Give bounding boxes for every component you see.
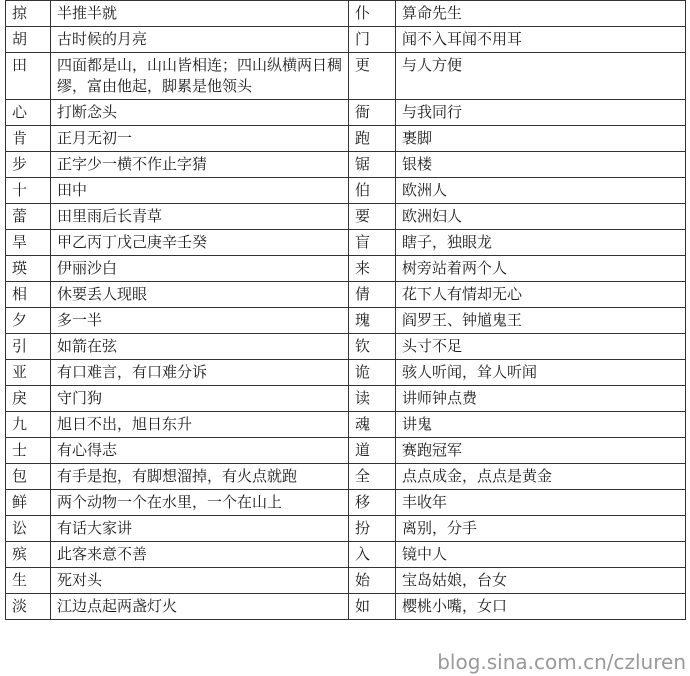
answer-char-right: 魂 <box>349 412 396 438</box>
answer-char-left: 士 <box>6 438 51 464</box>
answer-char-left: 戾 <box>6 386 51 412</box>
riddle-clue-right: 算命先生 <box>396 1 686 27</box>
answer-char-left: 步 <box>6 152 51 178</box>
table-row <box>6 542 686 568</box>
riddle-clue-left: 守门狗 <box>51 386 349 412</box>
riddle-clue-left: 甲乙丙丁戊己庚辛壬癸 <box>51 230 349 256</box>
riddle-clue-right: 赛跑冠军 <box>396 438 686 464</box>
riddle-clue-left: 旭日不出，旭日东升 <box>51 412 349 438</box>
riddle-clue-left: 正月无初一 <box>51 126 349 152</box>
riddle-clue-right: 阎罗王、钟馗鬼王 <box>396 308 686 334</box>
answer-char-left: 蕾 <box>6 204 51 230</box>
answer-char-right: 瑰 <box>349 308 396 334</box>
answer-char-left: 旱 <box>6 230 51 256</box>
answer-char-left: 包 <box>6 464 51 490</box>
riddle-clue-left: 半推半就 <box>51 1 349 27</box>
riddle-table-body <box>6 1 686 620</box>
table-row <box>6 53 686 100</box>
riddle-clue-right: 花下人有情却无心 <box>396 282 686 308</box>
answer-char-left: 田 <box>6 53 51 100</box>
riddle-clue-right: 头寸不足 <box>396 334 686 360</box>
answer-char-right: 如 <box>349 594 396 620</box>
riddle-clue-left: 死对头 <box>51 568 349 594</box>
table-row <box>6 568 686 594</box>
table-row <box>6 152 686 178</box>
riddle-clue-left: 有话大家讲 <box>51 516 349 542</box>
riddle-clue-right: 欧洲人 <box>396 178 686 204</box>
answer-char-right: 更 <box>349 53 396 100</box>
riddle-clue-left: 此客来意不善 <box>51 542 349 568</box>
riddle-clue-left: 多一半 <box>51 308 349 334</box>
answer-char-right: 要 <box>349 204 396 230</box>
riddle-clue-right: 讲师钟点费 <box>396 386 686 412</box>
answer-char-left: 心 <box>6 100 51 126</box>
answer-char-left: 讼 <box>6 516 51 542</box>
table-row <box>6 126 686 152</box>
table-row <box>6 438 686 464</box>
answer-char-left: 淡 <box>6 594 51 620</box>
table-row <box>6 204 686 230</box>
answer-char-right: 锯 <box>349 152 396 178</box>
riddle-clue-left: 古时候的月亮 <box>51 27 349 53</box>
answer-char-right: 仆 <box>349 1 396 27</box>
table-row <box>6 490 686 516</box>
table-row <box>6 516 686 542</box>
riddle-clue-left: 正字少一横不作止字猜 <box>51 152 349 178</box>
riddle-clue-right: 银楼 <box>396 152 686 178</box>
answer-char-left: 鲜 <box>6 490 51 516</box>
riddle-clue-right: 离别，分手 <box>396 516 686 542</box>
answer-char-left: 肯 <box>6 126 51 152</box>
answer-char-right: 衙 <box>349 100 396 126</box>
table-row <box>6 178 686 204</box>
riddle-clue-right: 丰收年 <box>396 490 686 516</box>
answer-char-left: 亚 <box>6 360 51 386</box>
riddle-clue-left: 田里雨后长青草 <box>51 204 349 230</box>
riddle-clue-left: 四面都是山，山山皆相连；四山纵横两日稠缪，富由他起，脚累是他领头 <box>51 53 349 100</box>
answer-char-right: 盲 <box>349 230 396 256</box>
table-row <box>6 230 686 256</box>
table-row <box>6 334 686 360</box>
table-row <box>6 386 686 412</box>
riddle-clue-right: 讲鬼 <box>396 412 686 438</box>
answer-char-left: 瑛 <box>6 256 51 282</box>
riddle-clue-left: 两个动物一个在水里，一个在山上 <box>51 490 349 516</box>
table-row <box>6 360 686 386</box>
riddle-clue-right: 裹脚 <box>396 126 686 152</box>
answer-char-right: 倩 <box>349 282 396 308</box>
answer-char-right: 全 <box>349 464 396 490</box>
riddle-clue-left: 江边点起两盏灯火 <box>51 594 349 620</box>
riddle-clue-right: 宝岛姑娘，台女 <box>396 568 686 594</box>
table-row <box>6 308 686 334</box>
answer-char-right: 诡 <box>349 360 396 386</box>
answer-char-right: 始 <box>349 568 396 594</box>
riddle-clue-left: 如箭在弦 <box>51 334 349 360</box>
answer-char-right: 道 <box>349 438 396 464</box>
answer-char-right: 伯 <box>349 178 396 204</box>
riddle-clue-right: 樱桃小嘴，女口 <box>396 594 686 620</box>
riddle-clue-left: 有心得志 <box>51 438 349 464</box>
riddle-clue-left: 田中 <box>51 178 349 204</box>
answer-char-right: 读 <box>349 386 396 412</box>
table-row <box>6 256 686 282</box>
answer-char-left: 掠 <box>6 1 51 27</box>
answer-char-right: 移 <box>349 490 396 516</box>
riddle-clue-left: 伊丽沙白 <box>51 256 349 282</box>
riddle-table <box>5 0 686 620</box>
watermark-text: blog.sina.com.cn/czluren <box>437 650 686 674</box>
answer-char-right: 门 <box>349 27 396 53</box>
answer-char-left: 引 <box>6 334 51 360</box>
answer-char-right: 跑 <box>349 126 396 152</box>
riddle-clue-right: 骇人听闻，耸人听闻 <box>396 360 686 386</box>
riddle-clue-right: 与人方便 <box>396 53 686 100</box>
riddle-clue-left: 休要丢人现眼 <box>51 282 349 308</box>
table-row <box>6 1 686 27</box>
answer-char-right: 来 <box>349 256 396 282</box>
table-row <box>6 282 686 308</box>
table-row <box>6 594 686 620</box>
table-row <box>6 27 686 53</box>
table-row <box>6 100 686 126</box>
answer-char-right: 扮 <box>349 516 396 542</box>
riddle-clue-left: 打断念头 <box>51 100 349 126</box>
answer-char-left: 相 <box>6 282 51 308</box>
riddle-clue-right: 瞎子，独眼龙 <box>396 230 686 256</box>
riddle-clue-right: 与我同行 <box>396 100 686 126</box>
riddle-clue-right: 欧洲妇人 <box>396 204 686 230</box>
answer-char-left: 殡 <box>6 542 51 568</box>
answer-char-left: 九 <box>6 412 51 438</box>
answer-char-right: 入 <box>349 542 396 568</box>
answer-char-left: 十 <box>6 178 51 204</box>
answer-char-left: 夕 <box>6 308 51 334</box>
riddle-clue-right: 闻不入耳闻不用耳 <box>396 27 686 53</box>
table-row <box>6 412 686 438</box>
riddle-clue-right: 树旁站着两个人 <box>396 256 686 282</box>
answer-char-right: 钦 <box>349 334 396 360</box>
answer-char-left: 生 <box>6 568 51 594</box>
riddle-clue-right: 点点成金，点点是黄金 <box>396 464 686 490</box>
riddle-clue-left: 有口难言，有口难分诉 <box>51 360 349 386</box>
answer-char-left: 胡 <box>6 27 51 53</box>
riddle-clue-right: 镜中人 <box>396 542 686 568</box>
riddle-clue-left: 有手是抱，有脚想溜掉，有火点就跑 <box>51 464 349 490</box>
table-row <box>6 464 686 490</box>
